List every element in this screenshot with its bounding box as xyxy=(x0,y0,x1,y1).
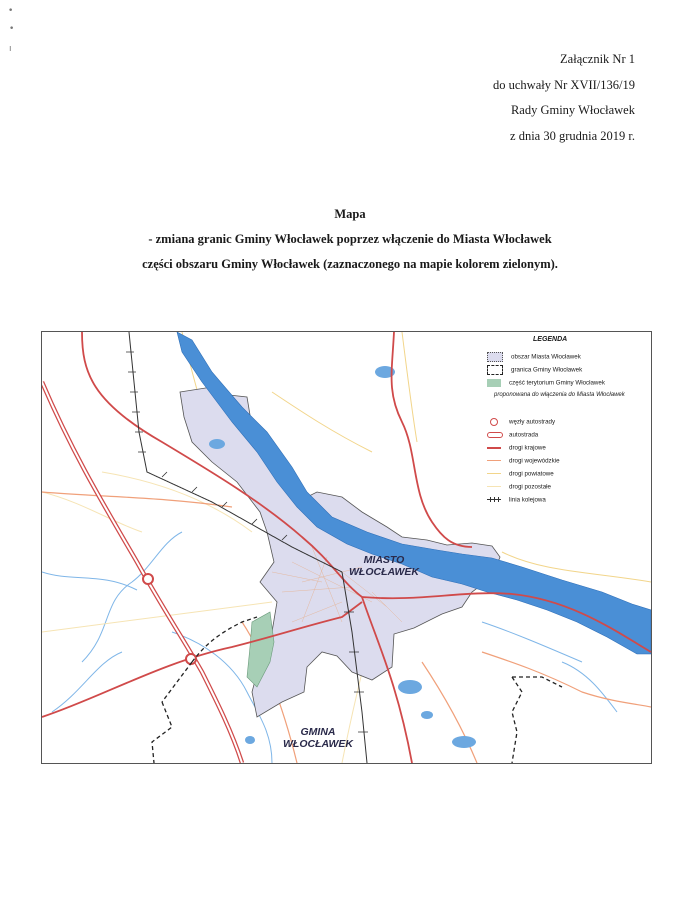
city-label-line2: WŁOCŁAWEK xyxy=(349,566,419,578)
city-area-swatch xyxy=(487,352,503,362)
city-area xyxy=(180,387,500,717)
legend-title: LEGENDA xyxy=(533,336,568,343)
legend-item-railway: linia kolejowa xyxy=(487,496,546,504)
annex-number: Załącznik Nr 1 xyxy=(560,52,635,66)
gmina-label-line2: WŁOCŁAWEK xyxy=(283,738,353,750)
legend-subline: proponowana do włączenia do Miasta Włocławek xyxy=(494,392,625,398)
title-line-2: - zmiana granic Gminy Włocławek poprzez włączenie do Miasta Włocławek xyxy=(148,232,552,246)
green-area-swatch xyxy=(487,379,501,387)
gmina-label-line1: GMINA xyxy=(300,726,336,738)
legend-item-voivodeship-roads: drogi wojewódzkie xyxy=(487,457,560,465)
dashed-border-swatch xyxy=(487,365,503,375)
line-swatch xyxy=(487,457,501,465)
line-swatch xyxy=(487,470,501,478)
legend-item-green-area: część terytorium Gminy Włocławek xyxy=(487,379,605,387)
legend-item-district-roads: drogi powiatowe xyxy=(487,470,554,478)
line-swatch xyxy=(487,483,501,491)
resolution-number: do uchwały Nr XVII/136/19 xyxy=(493,77,635,92)
legend-item-national-roads: drogi krajowe xyxy=(487,444,546,452)
city-label xyxy=(349,554,419,578)
scan-mark-dot: • xyxy=(8,6,14,16)
city-label-line1: MIASTO xyxy=(363,554,405,566)
scan-mark-dot: • xyxy=(9,24,15,34)
line-swatch xyxy=(487,444,501,452)
double-line-swatch xyxy=(487,431,501,439)
council-name: Rady Gminy Włocławek xyxy=(510,103,635,117)
legend-item-other-roads: drogi pozostałe xyxy=(487,483,551,491)
map-legend xyxy=(473,332,651,513)
motorway-junction-icon xyxy=(143,574,153,584)
title-line-3: części obszaru Gminy Włocławek (zaznaczonego na mapie kolorem zielonym). xyxy=(142,257,558,271)
circle-icon xyxy=(487,418,501,426)
title-map: Mapa xyxy=(334,207,366,221)
legend-item-motorway: autostrada xyxy=(487,431,538,439)
legend-item-city-area: obszar Miasta Włocławek xyxy=(487,352,581,362)
legend-item-motorway-junction: węzły autostrady xyxy=(487,418,555,426)
scan-mark-dot: ı xyxy=(9,44,12,54)
railway-swatch xyxy=(487,496,501,504)
document-title xyxy=(0,202,700,277)
gmina-label xyxy=(283,726,353,750)
annex-header xyxy=(493,47,635,149)
resolution-date: z dnia 30 grudnia 2019 r. xyxy=(510,128,635,143)
legend-item-gmina-border: granica Gminy Włocławek xyxy=(487,365,582,375)
map xyxy=(41,331,652,764)
